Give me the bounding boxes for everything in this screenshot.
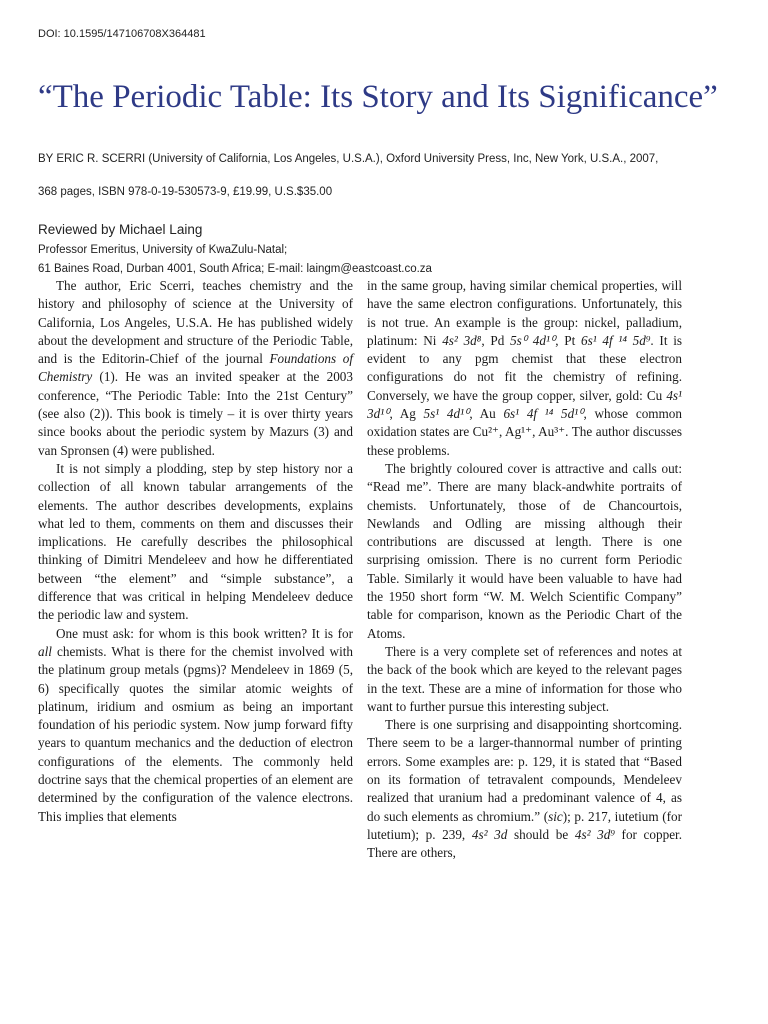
affiliation-line: Professor Emeritus, University of KwaZulu-Natal;	[38, 244, 288, 256]
text-run: , Ag	[389, 406, 424, 422]
text-run: . It is evident to any pgm chemist that these electron configurations do not fit the chemistry of refining. Conversely, we have the group copper, silver, gold: Cu	[367, 332, 683, 403]
text-run: in the same group, having similar chemical properties, will have the same electron configurations. Unfortunately, this is not true. An example is the group: nickel, palladium, platinum: Ni	[367, 278, 682, 348]
text-run: chemists. What is there for the chemist involved with the platinum group metals (pgms)? Mendeleev in 1869 (5, 6) specifically quotes the similar atomic weights of platinum, iridium and osmium as being an important foundation of his periodic system. Now jump forward fifty years to quantum mechanics and the deduction of electron configurations of the elements. The commonly held doctrine says that the chemical properties of an element are determined by the configuration of the valence electrons. This implies that elements	[38, 643, 353, 824]
journal-name: Foundations of Chemistry	[38, 351, 353, 385]
book-title: “The Periodic Table: Its Story and Its Significance”	[38, 79, 718, 115]
paragraph	[367, 716, 682, 862]
electron-config: 4s² 3d⁹	[574, 826, 615, 842]
electron-config: 6s¹ 4f ¹⁴ 5d⁹	[580, 332, 651, 348]
book-byline: BY ERIC R. SCERRI (University of California, Los Angeles, U.S.A.), Oxford University Press, Inc, New York, U.S.A., 2007,	[38, 153, 659, 165]
electron-config: 4s² 3d⁸	[442, 332, 482, 348]
text-run: for copper. There are others,	[367, 826, 683, 861]
electron-config: 5s⁰ 4d¹⁰	[510, 332, 556, 348]
text-run: One must ask: for whom is this book written? It is for	[56, 625, 353, 641]
electron-config: 5s¹ 4d¹⁰	[423, 406, 470, 422]
paragraph: There is a very complete set of references and notes at the back of the book which are keyed to the relevant pages in the text. These are a mine of information for those who want to further pursue this interesting subject.	[367, 643, 682, 714]
reviewer-affiliation	[38, 241, 432, 279]
paragraph	[38, 277, 353, 460]
text-run: There is one surprising and disappointing shortcoming. There seem to be a larger-thannormal number of printing errors. Some examples are: p. 129, it is stated that “Based on its formation of tetravalent compounds, Mendeleev realized that uranium had a predominant valence of 4, as do such elements as chromium.” (	[367, 717, 682, 824]
electron-config: 6s¹ 4f ¹⁴ 5d¹⁰	[503, 406, 584, 422]
paragraph: It is not simply a plodding, step by step history nor a collection of all known tabular arrangements of the elements. The author describes developments, explains what led to them, comments on them and discusses their implications. He carefully describes the philosophical thinking of Dimitri Mendeleev and how he differentiated between “the element” and “simple substance”, a difference that was critical in helping Mendeleev deduce the periodic law and system.	[38, 460, 353, 623]
address-line: 61 Baines Road, Durban 4001, South Africa; E-mail: laingm@eastcoast.co.za	[38, 263, 432, 275]
right-column	[367, 277, 682, 863]
left-column	[38, 277, 353, 826]
text-run: (1). He was an invited speaker at the 2003 conference, “The Periodic Table: Into the 21st Century” (see also (2)). This book is timely – it is over thirty years since books about the periodic system by Mazurs (3) and van Spronsen (4) were published.	[38, 369, 353, 458]
text-run: , whose common oxidation states are Cu²⁺, Ag¹⁺, Au³⁺. The author discusses these problems.	[367, 406, 682, 458]
text-run: ); p. 217, iutetium (for lutetium); p. 239,	[367, 808, 682, 842]
text-run: , Pd	[481, 332, 511, 348]
electron-config: 4s² 3d	[471, 826, 508, 842]
electron-config: 4s¹ 3d¹⁰	[367, 387, 682, 422]
text-run: , Pt	[555, 332, 581, 348]
paragraph	[38, 625, 353, 826]
paragraph: The brightly coloured cover is attractive and calls out: “Read me”. There are many black-andwhite portraits of chemists. Unfortunately, those of de Chancourtois, Newlands and Odling are missing although their contributions are discussed at length. There is one surprising omission. There is no current form Periodic Table. Similarly it would have been valuable to have had the 1950 short form “W. M. Welch Scientific Company” table for comparison, known as the Periodic Chart of the Atoms.	[367, 460, 682, 641]
emphasis: all	[38, 643, 52, 659]
emphasis: sic	[548, 808, 563, 824]
reviewer-name: Reviewed by Michael Laing	[38, 222, 203, 237]
doi-line: DOI: 10.1595/147106708X364481	[38, 28, 206, 40]
text-run: , Au	[469, 406, 504, 422]
text-run: should be	[507, 826, 575, 842]
paragraph	[367, 277, 682, 460]
publication-info: 368 pages, ISBN 978-0-19-530573-9, £19.99, U.S.$35.00	[38, 186, 333, 198]
text-run: The author, Eric Scerri, teaches chemistry and the history and philosophy of science at the University of California, Los Angeles, U.S.A. He has published widely about the development and structure of the Periodic Table, and is the Editorin-Chief of the journal	[38, 278, 353, 367]
